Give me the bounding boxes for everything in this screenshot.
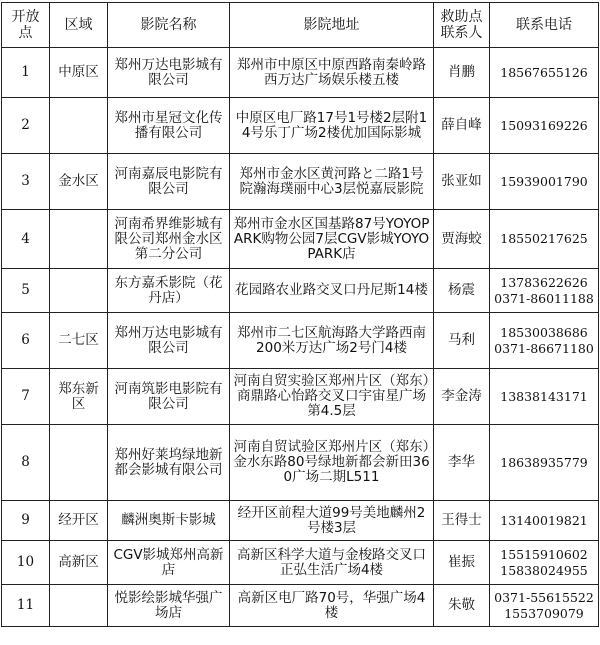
row-no: 1 — [2, 48, 50, 98]
header-cinema: 影院名称 — [108, 3, 230, 48]
row-contact: 杨震 — [434, 269, 490, 313]
row-address: 郑州市中原区中原西路南秦岭路西万达广场娱乐楼五楼 — [230, 48, 434, 98]
row-cinema: 河南嘉辰电影院有限公司 — [108, 154, 230, 210]
phone-number: 15093169226 — [500, 117, 588, 133]
row-contact: 朱敬 — [434, 585, 490, 627]
phone-number: 0371-86011188 — [494, 290, 594, 306]
row-contact: 王得士 — [434, 501, 490, 541]
row-no: 4 — [2, 210, 50, 269]
header-phone: 联系电话 — [490, 3, 599, 48]
row-district: 经开区 — [50, 501, 108, 541]
row-phone — [490, 585, 599, 627]
row-phone — [490, 98, 599, 154]
row-no: 6 — [2, 313, 50, 369]
row-address: 郑州市二七区航海路大学路西南200米万达广场2号门4楼 — [230, 313, 434, 369]
table-row — [2, 269, 599, 313]
row-contact: 崔振 — [434, 541, 490, 585]
row-contact: 李金涛 — [434, 369, 490, 425]
header-contact: 救助点联系人 — [434, 3, 490, 48]
row-contact: 李华 — [434, 425, 490, 501]
row-no: 10 — [2, 541, 50, 585]
row-district: 郑东新区 — [50, 369, 108, 425]
header-district: 区域 — [50, 3, 108, 48]
row-contact: 贾海蛟 — [434, 210, 490, 269]
row-phone — [490, 154, 599, 210]
phone-number: 18550217625 — [500, 231, 588, 246]
row-address: 河南自贸试验区郑州片区（郑东）金水东路80号绿地新都会新田360广场二期L511 — [230, 425, 434, 501]
phone-number: 1553709079 — [504, 605, 584, 621]
row-contact: 肖鹏 — [434, 48, 490, 98]
row-cinema: CGV影城郑州高新店 — [108, 541, 230, 585]
row-phone — [490, 501, 599, 541]
row-contact: 张亚如 — [434, 154, 490, 210]
row-cinema: 郑州万达电影城有限公司 — [108, 313, 230, 369]
row-cinema: 河南筑影电影院有限公司 — [108, 369, 230, 425]
header-row — [2, 3, 599, 48]
row-phone — [490, 313, 599, 369]
row-no: 7 — [2, 369, 50, 425]
row-district — [50, 585, 108, 627]
row-cinema: 河南希界维影城有限公司郑州金水区第二分公司 — [108, 210, 230, 269]
row-contact: 马利 — [434, 313, 490, 369]
row-address: 高新区电厂路70号，华强广场4楼 — [230, 585, 434, 627]
row-no: 9 — [2, 501, 50, 541]
phone-number: 15515910602 — [500, 546, 588, 562]
table-row — [2, 98, 599, 154]
row-phone — [490, 541, 599, 585]
row-cinema: 郑州万达电影城有限公司 — [108, 48, 230, 98]
row-cinema: 东方嘉禾影院（花丹店） — [108, 269, 230, 313]
row-district — [50, 210, 108, 269]
row-cinema: 郑州市星冠文化传播有限公司 — [108, 98, 230, 154]
table-row — [2, 210, 599, 269]
row-contact: 薛自峰 — [434, 98, 490, 154]
row-district — [50, 98, 108, 154]
table-row — [2, 541, 599, 585]
table-row — [2, 369, 599, 425]
phone-number: 15939001790 — [500, 173, 588, 189]
table-row — [2, 501, 599, 541]
header-no: 开放点 — [2, 3, 50, 48]
row-district: 金水区 — [50, 154, 108, 210]
row-no: 5 — [2, 269, 50, 313]
phone-number: 18530038686 — [500, 324, 588, 340]
row-phone — [490, 425, 599, 501]
cinema-rescue-table — [1, 2, 599, 627]
row-address: 花园路农业路交叉口丹尼斯14楼 — [230, 269, 434, 313]
row-district: 中原区 — [50, 48, 108, 98]
phone-number: 13838143171 — [500, 388, 588, 404]
phone-number: 18567655126 — [500, 64, 588, 80]
row-phone — [490, 48, 599, 98]
phone-number: 0371-55615522 — [494, 589, 594, 605]
row-address: 经开区前程大道99号美地麟州2号楼3层 — [230, 501, 434, 541]
row-address: 河南自贸实验区郑州片区（郑东）商鼎路心怡路交叉口宇宙星广场第4.5层 — [230, 369, 434, 425]
header-address: 影院地址 — [230, 3, 434, 48]
row-district: 高新区 — [50, 541, 108, 585]
row-no: 2 — [2, 98, 50, 154]
row-address: 郑州市金水区黄河路と二路1号院瀚海璞丽中心3层悦嘉辰影院 — [230, 154, 434, 210]
table-row — [2, 48, 599, 98]
row-district — [50, 425, 108, 501]
row-district: 二七区 — [50, 313, 108, 369]
row-cinema: 悦影绘影城华强广场店 — [108, 585, 230, 627]
row-no: 11 — [2, 585, 50, 627]
table-row — [2, 585, 599, 627]
row-district — [50, 269, 108, 313]
table-row — [2, 154, 599, 210]
row-cinema: 郑州好莱坞绿地新都会影城有限公司 — [108, 425, 230, 501]
row-cinema: 麟洲奥斯卡影城 — [108, 501, 230, 541]
row-no: 3 — [2, 154, 50, 210]
table-row — [2, 425, 599, 501]
phone-number: 0371-86671180 — [494, 340, 594, 356]
row-no: 8 — [2, 425, 50, 501]
row-address: 郑州市金水区国基路87号YOYOPARK购物公园7层CGV影城YOYOPARK店 — [230, 210, 434, 269]
phone-number: 13140019821 — [500, 512, 588, 528]
phone-number: 18638935779 — [500, 454, 588, 470]
row-phone — [490, 269, 599, 313]
row-address: 中原区电厂路17号1号楼2层附14号乐丁广场2楼优加国际影城 — [230, 98, 434, 154]
row-address: 高新区科学大道与金梭路交叉口正弘生活广场4楼 — [230, 541, 434, 585]
phone-number: 15838024955 — [500, 562, 588, 578]
row-phone — [490, 369, 599, 425]
phone-number: 13783622626 — [500, 274, 588, 290]
table-row — [2, 313, 599, 369]
row-phone — [490, 210, 599, 269]
